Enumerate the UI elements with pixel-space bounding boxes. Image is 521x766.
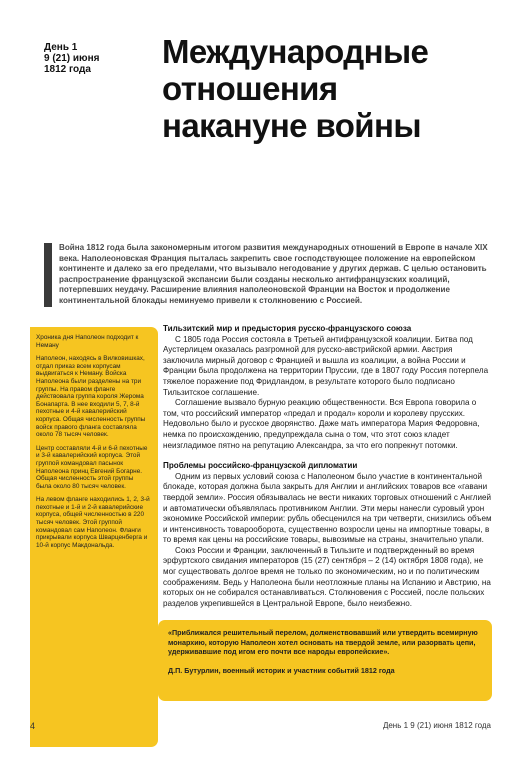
quote-author: Д.П. Бутурлин, военный историк и участник событий 1812 года [168, 665, 395, 675]
sidebar-chronicle [36, 334, 150, 555]
sidebar-heading: Хроника дня Наполеон подходит к Неману [36, 334, 139, 349]
date-line-day: День 1 [44, 42, 78, 53]
running-footer: День 1 9 (21) июня 1812 года [382, 721, 491, 730]
intro-paragraph: Война 1812 года была закономерным итогом развития международных отношений в Европе в начале XIX века. Наполеоновская Франция пыталась закрепить свое господствующее положение на европейском континенте и далеко за его пределами, что вызывало негодование у других держав. С целью остановить распространение французской экспансии были созданы несколько антифранцузских коалиций, потерпевших неудачу. Расширение влияния наполеоновской Франции на Восток и продолжение континентальной блокады неминуемо привели к столкновению с Россией. [44, 243, 492, 307]
title-line-1: Международные [162, 33, 429, 70]
sidebar-paragraph: На левом фланге находились 1, 2, 3-й пехотные и 1-й и 2-й кавалерийские корпуса, общей численностью в 220 тысяч человек. Этой группой командовал сам Наполеон. Фланги прикрывали корпуса Шварценберга и 10-й корпус Макдональда. [36, 496, 150, 549]
title-line-2: отношения [162, 70, 338, 107]
date-block [44, 42, 124, 75]
sidebar-paragraph: Наполеон, находясь в Вилковишках, отдал приказ всем корпусам выдвигаться к Неману. Войска Наполеона были разделены на три группы. На правом фланге действовала группа короля Жерома Бонапарта. В нее входили 5, 7, 8-й пехотные и 4-й кавалерийский корпуса. Общая численность группы войск правого фланга составляла около 78 тысяч человек. [36, 355, 146, 439]
page-number: 4 [30, 721, 36, 731]
body-paragraph: Союз России и Франции, заключенный в Тильзите и подтвержденный во время эрфуртского свидания императоров (15 (27) сентября – 2 (14) октября 1808 года), не мог существовать долгое время не только по экономическим, но и по политическим соображениям. Ведь у Наполеона были неотложные планы на Испанию и Австрию, на которых он не собирался останавливаться. Столкновения с Россией, после польских разделов укрепившейся в Центральной Европе, было неизбежно. [163, 545, 491, 608]
date-line-year: 1812 года [44, 64, 91, 75]
section-heading-diplomacy: Проблемы российско-французской дипломатии [163, 461, 358, 471]
title-line-3: накануне войны [162, 107, 421, 144]
sidebar-paragraph: Центр составляли 4-й и 6-й пехотные и 3-й кавалерийский корпуса. Этой группой командовал пасынок Наполеона принц Евгений Богарне. Общая численность этой группы была около 80 тысяч человек. [36, 444, 148, 490]
date-line-date: 9 (21) июня [44, 53, 100, 64]
body-paragraph: Одним из первых условий союза с Наполеоном было участие в континентальной блокаде, которая должна была закрыть для Англии и английских товаров все «гавани твердой земли». Россия обязывалась не вести никаких торговых отношений с Англией и автоматически объявлялась противником Англии. Эти меры нанесли суровый урон экономике Российской империи: рубль обесценился на три четверти, снизились объем и интенсивность товарооборота, существенно возросли цены на импортные товары, в то время как цены на российские товары, вывозимые на страны, значительно упали. [163, 471, 492, 545]
quote-text: «Приближался решительный перелом, долженствовавший или утвердить всемирную монархию, которую Наполеон хотел основать на твердой земле, или разорвать цепи, удерживавшие под игом его почти все народы европейские». [168, 628, 478, 657]
page-title [162, 33, 492, 144]
section-heading-tilsit: Тильзитский мир и предыстория русско-французского союза [163, 324, 412, 333]
main-column [163, 324, 493, 609]
body-paragraph: С 1805 года Россия состояла в Третьей антифранцузской коалиции. Битва под Аустерлицем оказалась разгромной для русско-австрийской армии. Австрия заключила мирный договор с Францией и вышла из коалиции, а война России и Франции была продолжена на территории Пруссии, где в 1807 году Россия потерпела тяжелое поражение под Фридландом, в результате которого было подписано Тильзитское соглашение. [163, 334, 489, 397]
body-paragraph: Соглашение вызвало бурную реакцию общественности. Вся Европа говорила о том, что российский император «предал и продал» короли и королеву прусских. Недовольно было и русское дворянство. Даже мать императора Мария Федоровна, немка по происхождению, предупреждала сына о том, что этот союз кладет неизгладимое пятно на репутацию Александра, за что его попрекнут потомки. [163, 398, 480, 450]
quote-box [158, 620, 492, 701]
